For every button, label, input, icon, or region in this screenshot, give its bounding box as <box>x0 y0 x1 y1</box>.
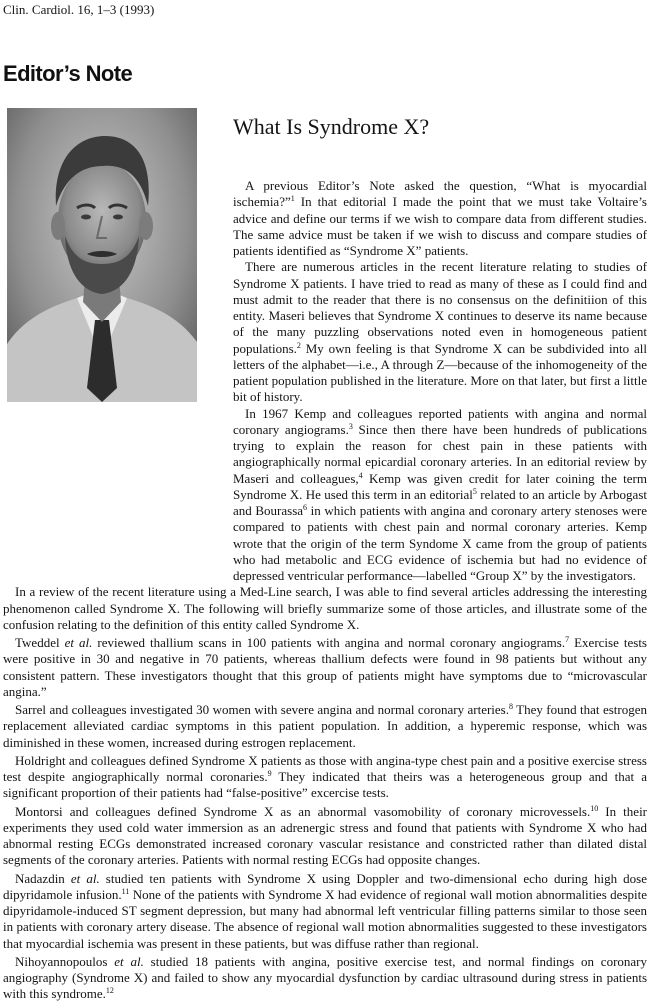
citation-marker: 3 <box>348 421 353 431</box>
paragraph-6: Sarrel and colleagues investigated 30 women with severe angina and normal coronary arteries.$^8$ They found that estrogen replacement alleviated cardiac symptoms in this patient population. In addition, a hyperemic response, which was diminished in these women, increased during estrogen replacement. <box>3 702 647 750</box>
citation-marker: 1 <box>290 194 295 204</box>
citation-marker: 8 <box>509 702 513 711</box>
paragraph-8: Montorsi and colleagues defined Syndrome X as an abnormal vasomobility of coronary microvessels.$^{10}$ In their experiments they used cold water immersion as an adrenergic stress and found that patients with Syndrome X who had abnormal resting ECGs demonstrated increased coronary vascular resistance and constricted rather than dilated distal segments of the coronary arteries. Patients with normal resting ECGs had opposite changes. <box>3 803 648 868</box>
paragraph-3a: In 1967 Kemp and colleagues reported patients with angina and normal coronary angiograms.$^3$ Since then there have been hundreds of publications trying to explain the reason for chest pain in these patients with angiographically normal epicardial coronary arteries. In an editorial review by Maseri and colleagues,$^4$ Kemp was given credit for later coining the term Syndrome X. He used this term in an editorial$^5$ related to an article by Arbogast and Bourassa$^6$ in which patients with angina and coronary artery stenoses were compared to patients with chest pain and normal coronary arteries. Kemp wrote that the origin of the term Syndome X came from the group of patients who had metabolic and ECG evidence of ischemia but had no evidence of depressed ventricular performance—labelled “Group X” by the investigators. <box>233 405 647 583</box>
journal-citation: Clin. Cardiol. 16, 1–3 (1993) <box>3 2 155 17</box>
paragraph-10: Nihoyannopoulos et al. studied 18 patients with angina, positive exercise test, and normal findings on coronary angiography (Syndrome X) and failed to show any myocardial dysfunction by cardiac ultrasound during stress in patients with this syndrome.$^{12}$ <box>3 953 647 1002</box>
paragraph-7: Holdright and colleagues defined Syndrome X patients as those with angina-type chest pain and a positive exercise stress test despite angiographically normal coronaries.$^9$ They indicated that theirs was a heterogeneous group and that a significant proportion of their patients had “false-positive” excercise tests. <box>3 752 647 801</box>
article-title: What Is Syndrome X? <box>233 114 430 139</box>
article-body <box>0 178 650 1003</box>
citation-marker: 6 <box>303 503 308 512</box>
paragraph-5: Tweddel et al. reviewed thallium scans in 100 patients with angina and normal coronary angiograms.$^7$ Exercise tests were positive in 30 and negative in 70 patients, whereas thallium defects were found in 98 patients but without any consistent pattern. These investigators thought that this group of patients might have symptoms due to “microvascular angina.” <box>3 635 647 699</box>
citation-marker: 2 <box>296 340 301 350</box>
paragraph-2: There are numerous articles in the recent literature relating to studies of Syndrome X patients. I have tried to read as many of these as I could find and must admit to the reader that there is no consensus on the definitiion of this entity. Maseri believes that Syndrome X continues to deserve its name because of the many puzzling observations noted even in homogeneous patient populations.$^2$ My own feeling is that Syndrome X can be subdivided into all letters of the alphabet—i.e., A through Z—because of the inhomogeneity of the patient population published in the literature. More on that later, but first a little bit of history. <box>233 259 647 405</box>
citation-marker: 12 <box>105 986 114 996</box>
citation-marker: 7 <box>565 635 570 644</box>
paragraph-4: In a review of the recent literature using a Med-Line search, I was able to find several articles addressing the interesting phenomenon called Syndrome X. The following will briefly summarize some of those articles, and illustrate some of the confusion relating to the definition of this entity called Syndrome X. <box>3 584 647 632</box>
citation-marker: 9 <box>267 769 272 778</box>
citation-marker: 11 <box>121 886 130 896</box>
citation-marker: 10 <box>590 803 599 813</box>
paragraph-9: Nadazdin et al. studied ten patients with Syndrome X using Doppler and two-dimensional echo during high dose dipyridamole infusion.$^{11}$ None of the patients with Syndrome X had evidence of regional wall motion abnormalities despite dipyridamole-induced ST segment depression, but many had abnormal left ventricular filling patterns similar to those seen in patients with coronary artery disease. The absence of regional wall motion abnormalities suggested to these investigators that myocardial ischemia was present in these patients, but was diffuse rather than regional. <box>3 870 647 951</box>
section-heading: Editor’s Note <box>3 61 133 86</box>
citation-marker: 4 <box>358 470 363 480</box>
citation-marker: 5 <box>472 486 477 496</box>
paragraph-1: A previous Editor’s Note asked the question, “What is myocardial ischemia?”$^1$ In that editorial I made the point that we must take Voltaire’s advice and define our terms if we wish to compare data from different studies. The same advice must be taken if we wish to discuss and compare studies of patients identified as “Syndrome X” patients. <box>233 178 647 258</box>
